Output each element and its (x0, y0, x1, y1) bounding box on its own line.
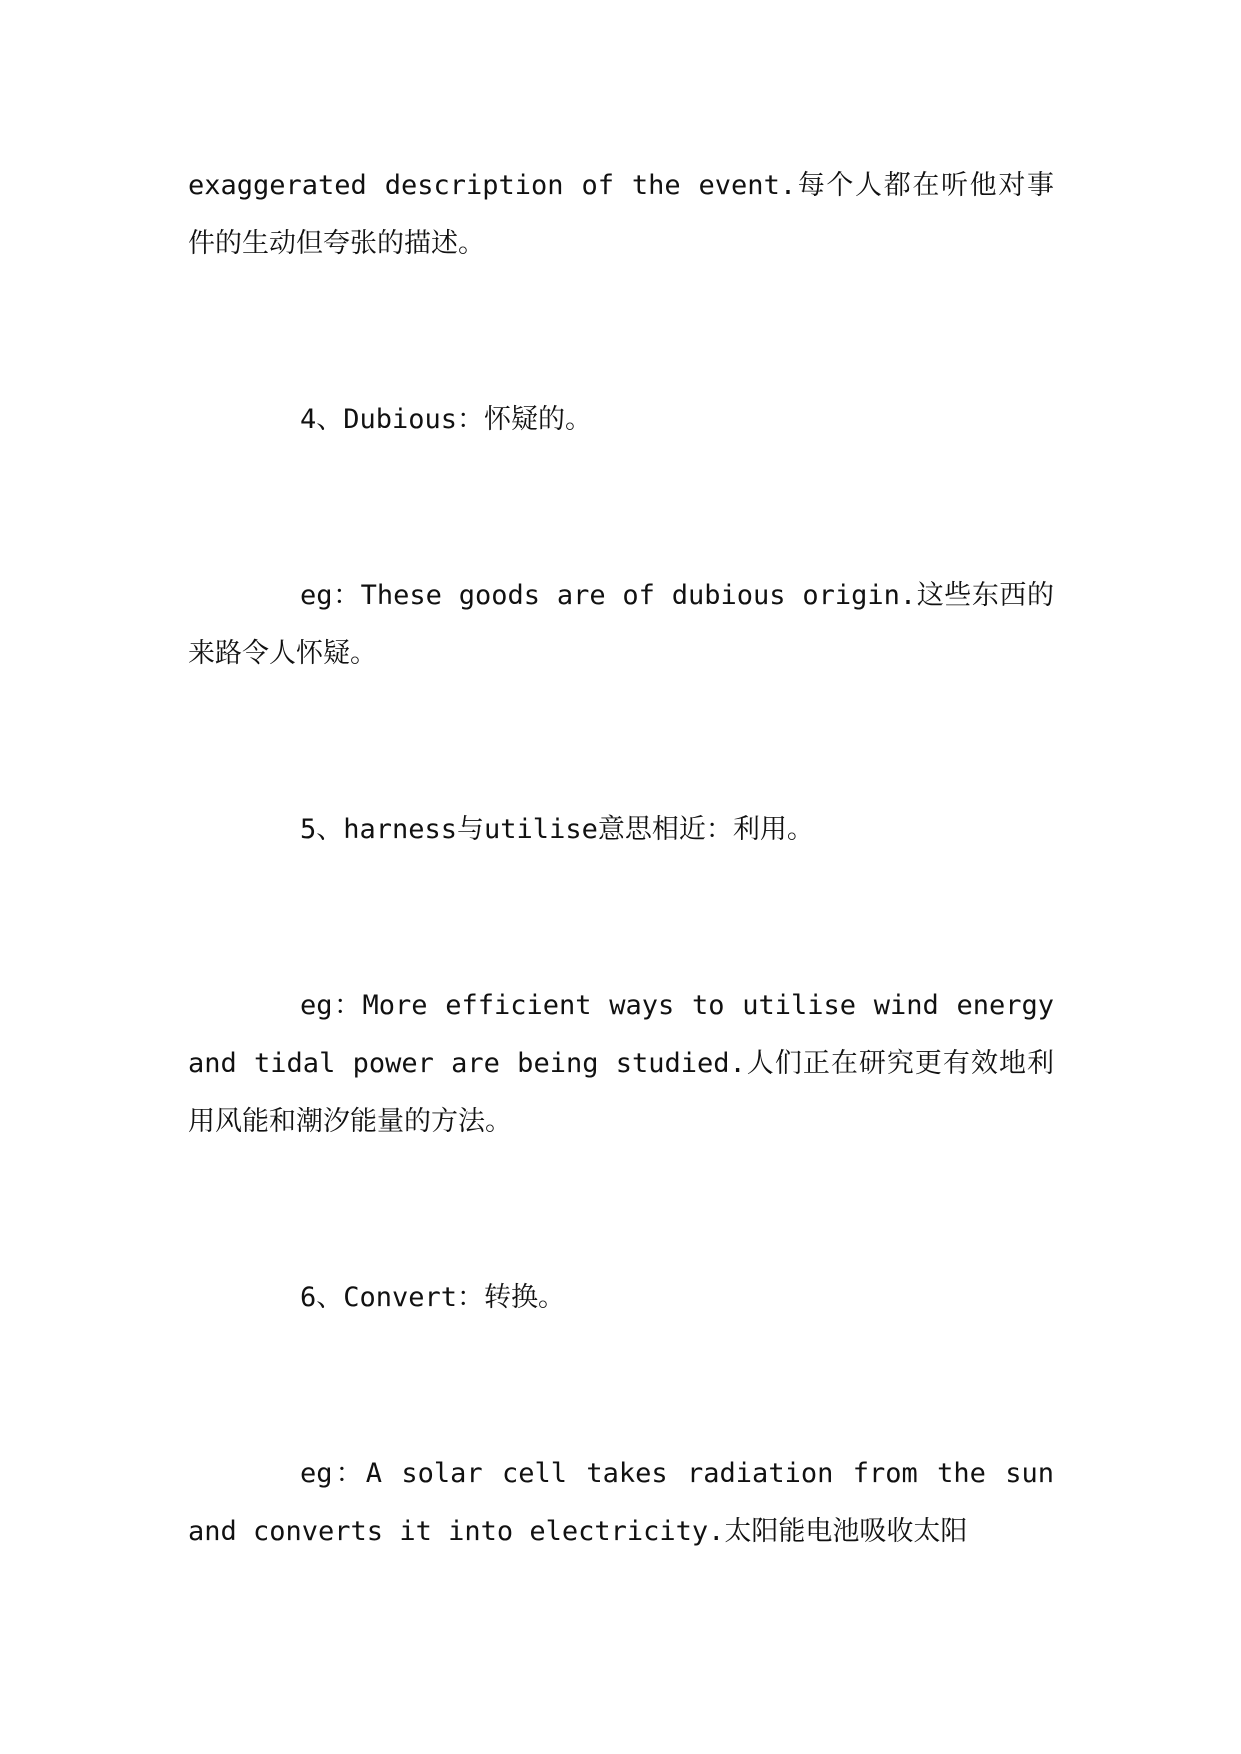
paragraph-example-text: exaggerated description of the event.每个人都在听他对事件的生动但夸张的描述。 (188, 170, 1054, 259)
vocab-heading-dubious: 4、Dubious：怀疑的。 (300, 404, 593, 435)
paragraph-example-dubious: eg：These goods are of dubious origin.这些东西的来路令人怀疑。 (188, 580, 1054, 669)
vocab-heading-harness: 5、harness与utilise意思相近：利用。 (300, 814, 814, 845)
paragraph-example-utilise: eg：More efficient ways to utilise wind energy and tidal power are being studied.人们正在研究更有效地利用风能和潮汐能量的方法。 (188, 990, 1054, 1137)
vocab-heading-convert: 6、Convert：转换。 (300, 1282, 566, 1313)
paragraph-example-convert: eg：A solar cell takes radiation from the sun and converts it into electricity.太阳能电池吸收太阳 (188, 1458, 1054, 1547)
